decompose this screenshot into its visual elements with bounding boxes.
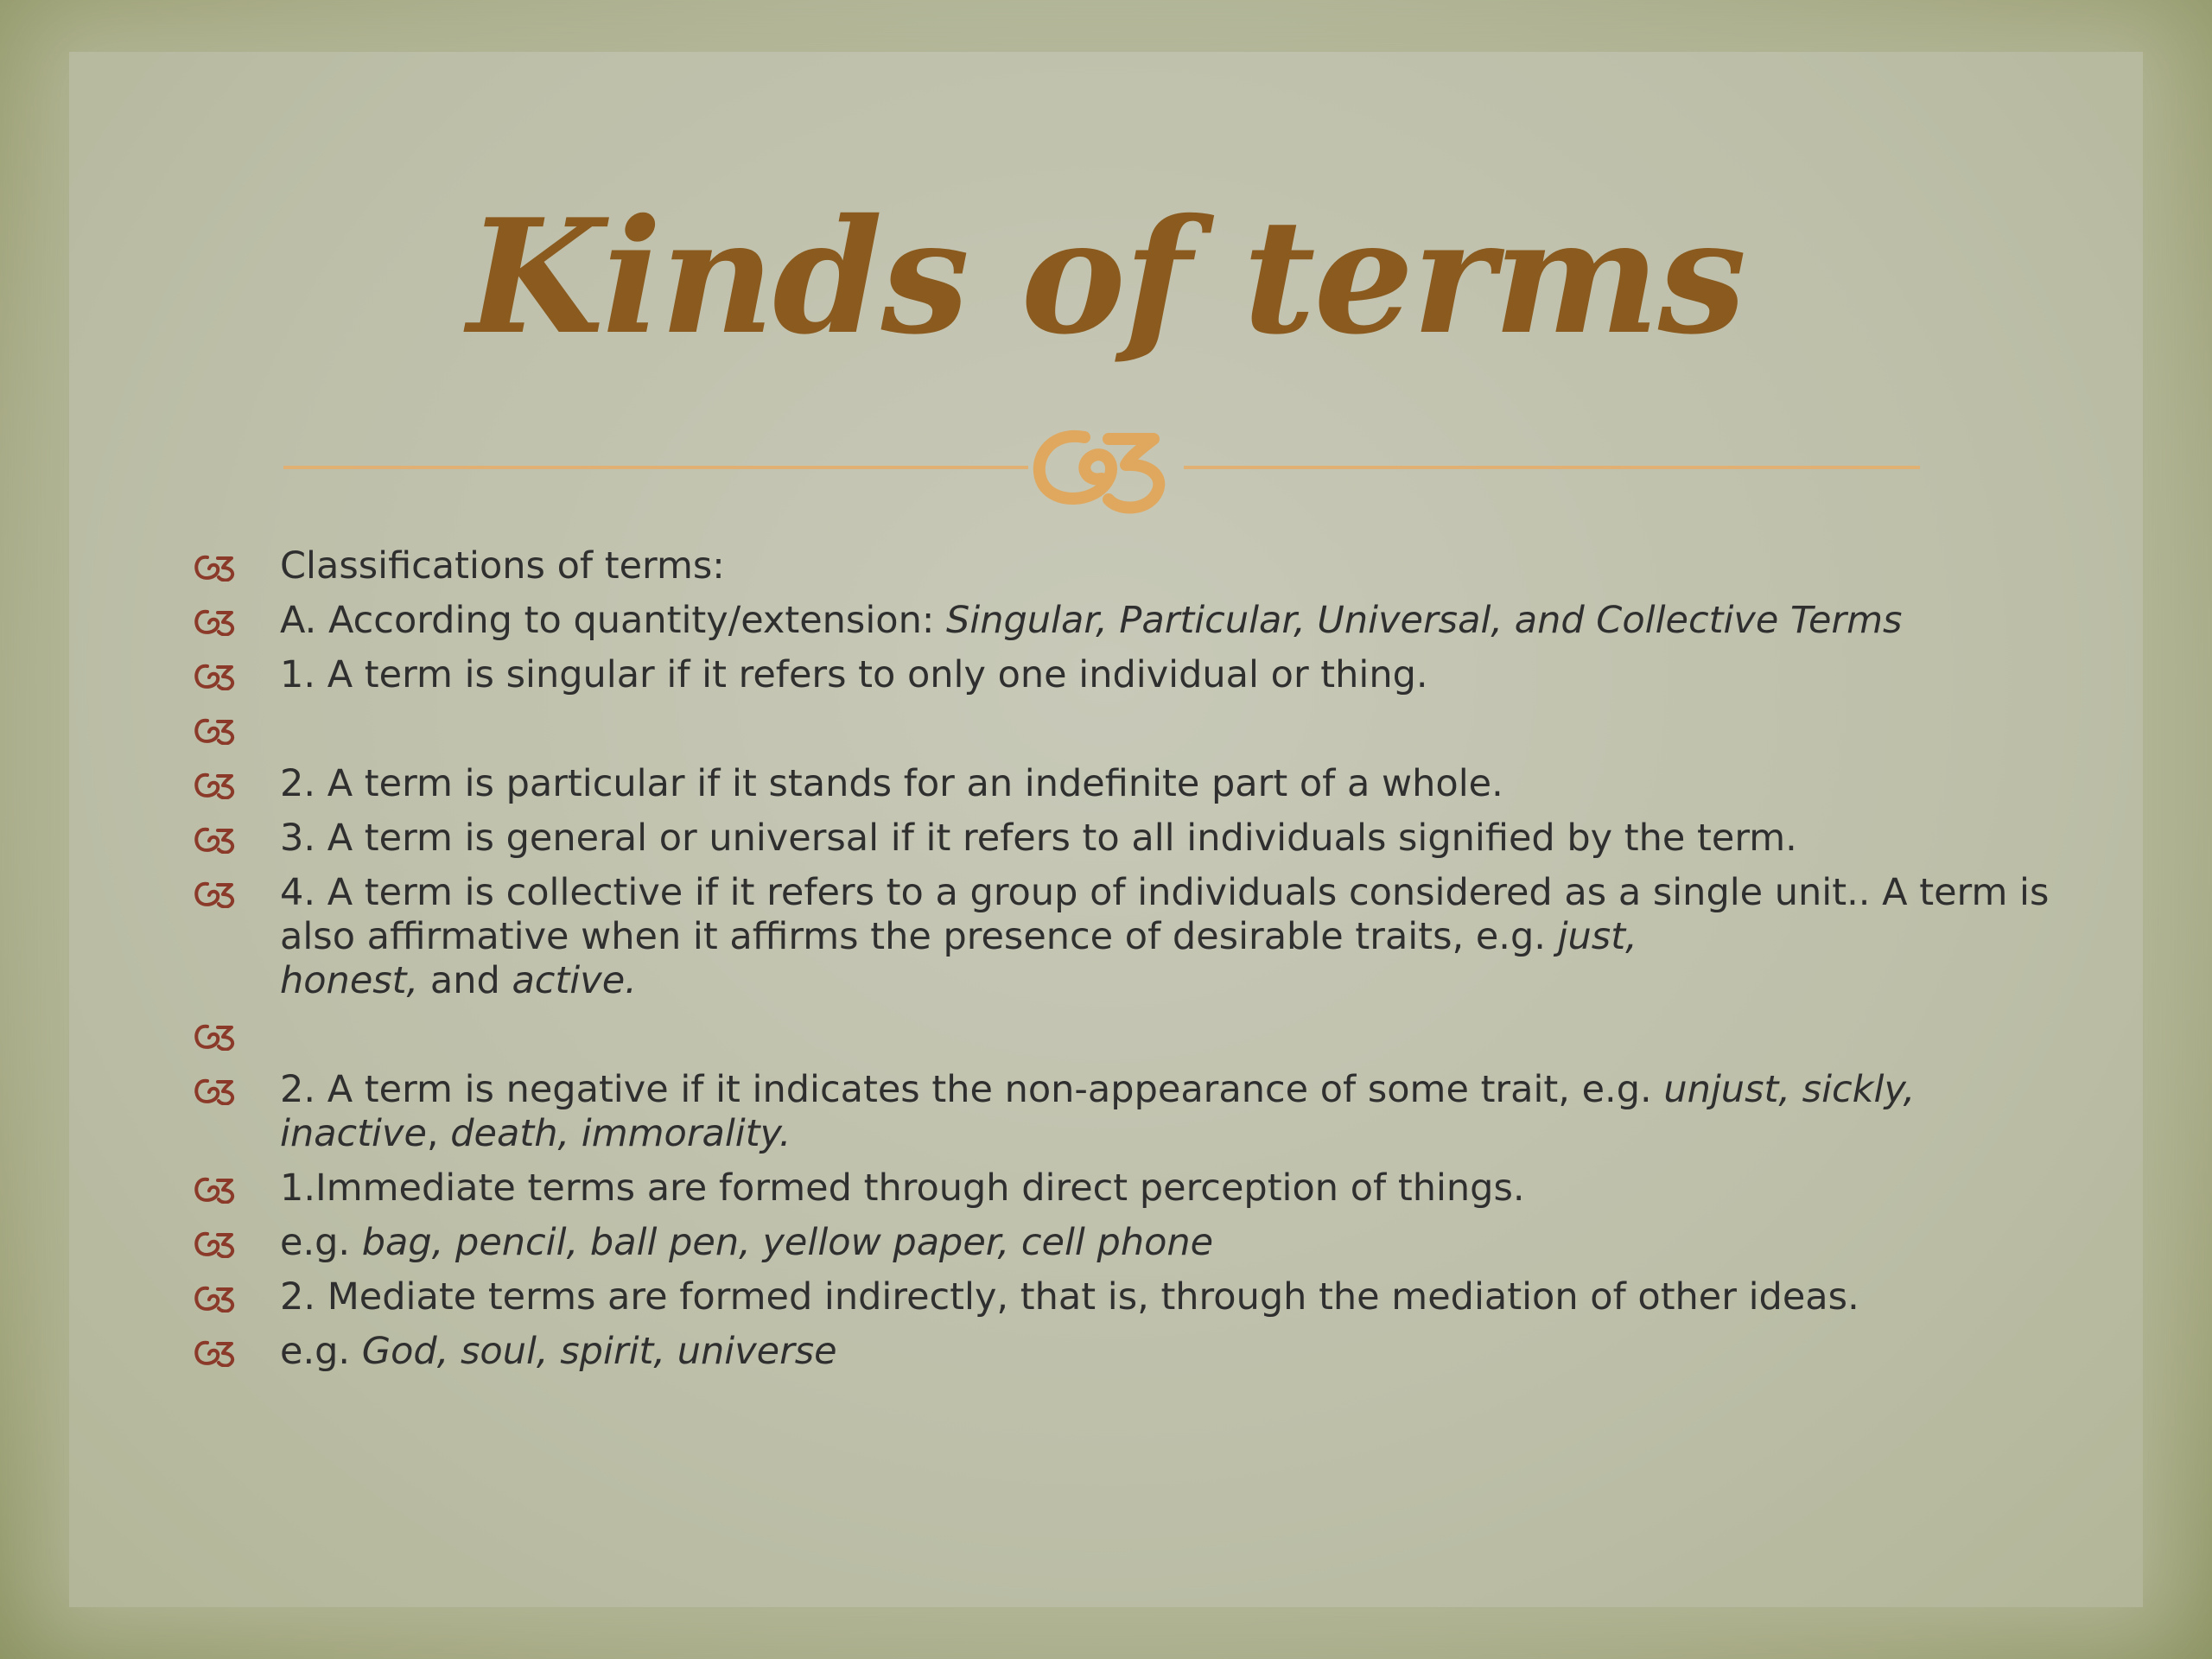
bullet-text-italic: God, soul, spirit, universe: [361, 1330, 837, 1373]
bullet-text-italic: bag, pencil, ball pen, yellow paper, cell phone: [361, 1221, 1214, 1264]
bullet-text-italic: honest,: [280, 959, 419, 1002]
bullet-text: 2. Mediate terms are formed indirectly, that is, through the mediation of other ideas.: [280, 1275, 1859, 1319]
bullet-marker-icon: [192, 1174, 237, 1204]
list-item: [192, 817, 2050, 861]
bullet-marker-icon: [192, 824, 237, 854]
list-item: [192, 1330, 2050, 1374]
bullet-marker-icon: [192, 715, 237, 745]
bullet-text: 1. A term is singular if it refers to only one individual or thing.: [280, 653, 1428, 696]
bullet-marker-icon: [192, 1021, 237, 1051]
title-rule-left: [283, 466, 1028, 469]
bullet-text-italic: just,: [1557, 915, 1637, 958]
list-item: [192, 544, 2050, 588]
bullet-text: 2. A term is particular if it stands for an indefinite part of a whole.: [280, 762, 1503, 805]
list-item: [192, 599, 2050, 643]
bullet-marker-icon: [192, 552, 237, 582]
list-item: [192, 762, 2050, 806]
list-item: [192, 1221, 2050, 1265]
bullet-marker-icon: [192, 1338, 237, 1367]
bullet-list: [192, 544, 2050, 1384]
list-item-empty: [192, 1014, 2050, 1058]
title-rule-right: [1184, 466, 1920, 469]
bullet-text: 2. A term is negative if it indicates the non-appearance of some trait, e.g.: [280, 1068, 1664, 1111]
bullet-text: e.g.: [280, 1221, 362, 1264]
bullet-text-italic: inactive: [280, 1112, 427, 1155]
slide-title: Kinds of terms: [467, 184, 1745, 369]
bullet-text: ,: [426, 1112, 451, 1155]
bullet-text: 1.Immediate terms are formed through direct perception of things.: [280, 1166, 1525, 1210]
list-item: [192, 653, 2050, 697]
bullet-text-italic: death, immorality.: [450, 1112, 791, 1155]
bullet-marker-icon: [192, 770, 237, 799]
bullet-marker-icon: [192, 607, 237, 636]
bullet-text: 3. A term is general or universal if it refers to all individuals signified by the term.: [280, 817, 1797, 860]
bullet-text: e.g.: [280, 1330, 362, 1373]
list-item: [192, 871, 2050, 1003]
bullet-text: A. According to quantity/extension:: [280, 599, 946, 642]
bullet-marker-icon: [192, 1076, 237, 1105]
list-item: [192, 1275, 2050, 1319]
list-item: [192, 1166, 2050, 1211]
bullet-text: 4. A term is collective if it refers to a group of individuals considered as a single unit.. A term is also affirmative when it affirms the presence of desirable traits, e.g.: [280, 871, 2050, 958]
list-item: [192, 1068, 2050, 1156]
bullet-marker-icon: [192, 1229, 237, 1258]
bullet-text: and: [418, 959, 512, 1002]
bullet-marker-icon: [192, 1283, 237, 1313]
list-item-empty: [192, 708, 2050, 752]
bullet-marker-icon: [192, 879, 237, 908]
bullet-text-italic: Singular, Particular, Universal, and Collective Terms: [946, 599, 1903, 642]
bullet-text-italic: unjust, sickly,: [1663, 1068, 1916, 1111]
flourish-ornament-icon: [1024, 413, 1188, 517]
bullet-text-italic: active.: [512, 959, 637, 1002]
bullet-marker-icon: [192, 661, 237, 690]
bullet-text: Classifications of terms:: [280, 544, 725, 588]
